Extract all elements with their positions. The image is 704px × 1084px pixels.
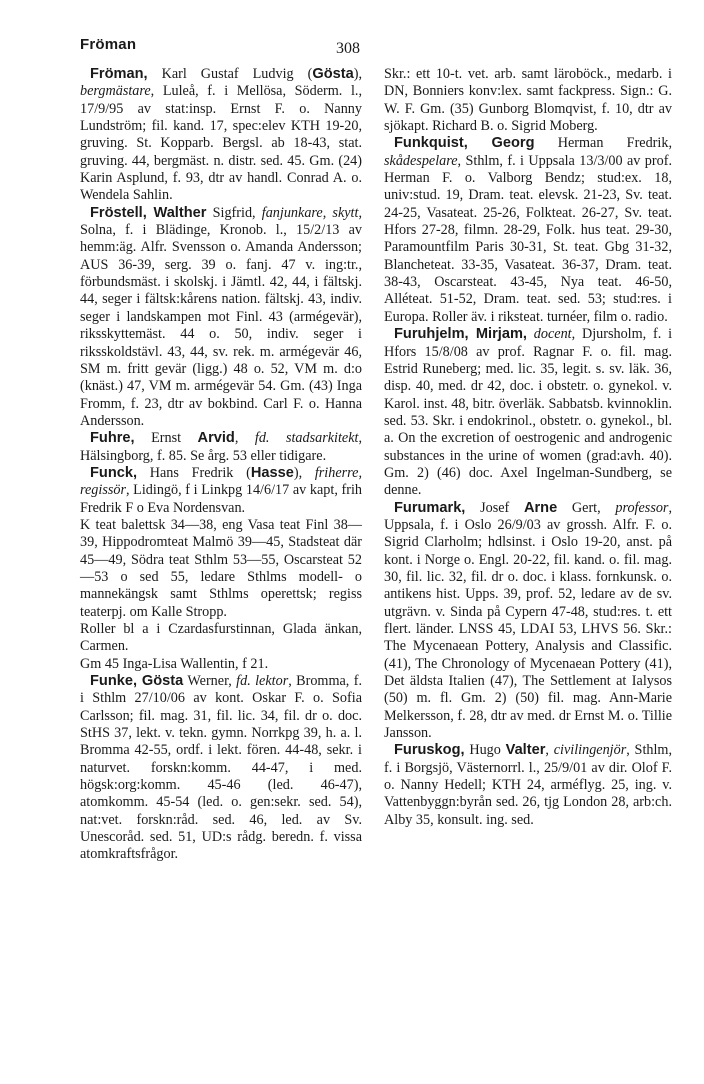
running-head: Fröman — [80, 36, 137, 53]
entry-text: K teat balettsk 34—38, eng Vasa teat Finl 38—39, Hippodromteat Malmö 39—45, Stadsteat där 45—49, Södra teat Sthlm 53—55, Oscarsteat 52—53 o sed 55, ledare Sthlms modell- o mannekängsk samt Sthlms operettsk; regiss teaterpj. om Kalle Stropp. — [80, 516, 362, 620]
entry-name: Fröstell, Walther — [90, 204, 207, 221]
biography-entry — [80, 465, 362, 517]
entry-name: Funke, Gösta — [90, 673, 184, 690]
biography-entry — [80, 205, 362, 430]
entry-text: , Lidingö, f i Linkpg 14/6/17 av kapt, frih Fredrik F o Eva Nordensvan. — [80, 482, 362, 516]
entry-text: , Bromma, f. i Sthlm 27/10/06 av kont. Oskar F. o. Sofia Carlsson; fil. mag. 31, fil. lic. 34, fil. dr o. doc. StHS 37, lekt. v. tekn. gymn. Norrkpg 39, h. a. l. Bromma 42-55, ordf. i lekt. fören. 44-48, sekr. i naturvet. forskn:komm. 44-47, i med. högsk:org:komm. 45-46 (led. 46-47), atomkomm. 45-54 (led. o. gen:sekr. sed. 54), nat:vet. forskn:råd. sed. 46, led. av Sv. Unescoråd. sed. 51, UD:s rådg. beredn. f. vissa atomkraftsfrågor. — [80, 673, 362, 863]
entry-given-names-cont: ), — [293, 464, 315, 481]
biography-entry — [80, 517, 362, 621]
right-column — [384, 66, 672, 829]
entry-given-names: Hans Fredrik ( — [137, 464, 251, 481]
biography-entry — [384, 326, 672, 499]
entry-name: Furuhjelm, Mirjam, — [394, 326, 527, 343]
page-number: 308 — [336, 40, 360, 57]
entry-occupation: bergmästare — [80, 83, 151, 100]
biography-entry — [80, 621, 362, 656]
biography-entry — [80, 656, 362, 673]
biography-entry — [80, 673, 362, 864]
entry-text: , Sthlm, f. i Uppsala 13/3/00 av prof. Herman F. o. Valborg Bendz; stud:ex. 18, univ:stud. 19, Dram. teat. elevsk. 21-23, Sv. teat. 24-25, Vasateat. 25-26, Folkteat. 26-27, Sv. teat. Hfors 27-28, filmn. 28-29, Folk. hus teat. 29-30, Paramountfilm Paris 30-31, St. teat. Gbg 31-32, Blancheteat. 33-35, Vasateat. 36-37, Dram. teat. 38-43, Oscarsteat. 43-45, Nya teat. 46-50, Alléteat. 51-52, Dram. teat. sed. 53; stud:res. i Europa. Roller äv. i riksteat. turnéer, film o. radio. — [384, 152, 672, 325]
entry-text: Skr.: ett 10-t. vet. arb. samt läroböck., medarb. i DN, Bonniers konv:lex. samt fackpress. Sign.: G. W. F. Gm. (35) Gunborg Blomqvist, f. 10, dtr av sjökapt. Richard B. o. Sigrid Moberg. — [384, 66, 672, 135]
entry-name: Furuskog, — [394, 742, 465, 759]
entry-given-names: Sigfrid, — [206, 204, 262, 221]
entry-given-names: Hugo — [464, 742, 506, 759]
entry-name: Fuhre, — [90, 430, 135, 447]
entry-call-name: Gösta — [312, 66, 354, 82]
entry-given-names: Herman Fredrik, — [534, 135, 672, 152]
entry-occupation: fd. stadsarkitekt — [254, 430, 359, 447]
entry-call-name: Hasse — [250, 464, 294, 481]
entry-text: , Hälsingborg, f. 85. Se årg. 53 eller tidigare. — [80, 430, 363, 464]
biography-entry — [384, 500, 672, 743]
entry-text: , Luleå, f. i Mellösa, Söderm. l., 17/9/95 av stat:insp. Ernst F. o. Nanny Lundström; fil. kand. 17, spec:elev KTH 19-20, gruving. St. Kopparb. Bergsl. ab 18-43, stat. gruving. 44, bergmäst. n. distr. sed. 45. Gm. (24) Karin Asplund, f. 93, dtr av handl. Conrad A. o. Wendela Sahlin. — [80, 83, 362, 204]
biography-entry — [384, 742, 672, 829]
entry-text: Roller bl a i Czardasfurstinnan, Glada änkan, Carmen. — [80, 621, 362, 655]
entry-name: Funck, — [90, 464, 138, 481]
entry-given-names-cont: ), — [353, 66, 362, 82]
entry-text: , Uppsala, f. i Oslo 26/9/03 av grossh. Alfr. F. o. Sigrid Clarholm; hdlsinst. i Oslo 19-20, anst. på kont. i Norge o. Engl. 20-22, fil. kand. o. fil. mag. 30, fil. lic. 32, fil. dr o. doc. i klass. fornkunsk. o. antikens hist. Upps. 39, prof. 52, ledare av de sv. utgrävn. v. Sinda på Cypern 47-48, stud:res. t. ett flert. länder. LNSS 45, LDAI 53, LHVS 56. Skr.: The Mycenaean Pottery, Analysis and Classific. (41), The Chronology of Mycenaean Pottery (41), Det äldsta Italien (47), The Settlement at Ialysos (50) m. fl. Gm. 2) (50) fil. mag. Ann-Marie Melkersson, f. 28, dtr av med. dr Ernst M. o. Tillie Jansson. — [384, 499, 672, 742]
entry-given-names: Josef — [465, 499, 524, 516]
biography-entry — [384, 135, 672, 326]
entry-given-names — [527, 326, 534, 342]
entry-given-names-cont: , — [545, 742, 554, 759]
entry-name: Furumark, — [394, 499, 466, 516]
entry-given-names: Werner, — [183, 673, 237, 690]
entry-occupation: professor — [615, 499, 669, 516]
entry-given-names: Ernst — [134, 430, 198, 447]
entry-call-name: Arne — [523, 499, 558, 516]
entry-text: , Djursholm, f. i Hfors 15/8/08 av prof. Ragnar F. o. fil. mag. Estrid Runeberg; med. lic. 35, legit. s. sv. läk. 36, disp. 40, med. dr 42, doc. i obstetr. o. gynekol. v. Karol. inst. 48, bitr. överläk. Sabbatsb. kvinnoklin. sed. 53. Skr. i endokrinol., obstetr. o. gynekol., bl. a. On the excretion of oestrogenic and androgenic substances in the urine of women (grad:avh. 40). Gm. 2) (46) doc. Axel Ingelman-Sundberg, se denne. — [384, 326, 673, 499]
entry-given-names-cont: Gert, — [557, 499, 616, 516]
entry-occupation: fanjunkare, skytt — [261, 204, 359, 221]
entry-name: Funkquist, Georg — [394, 135, 535, 152]
biography-entry — [80, 66, 362, 205]
entry-occupation: civilingenjör — [553, 742, 627, 759]
entry-occupation: fd. lektor — [236, 673, 289, 690]
left-column — [80, 66, 362, 864]
entry-text: , Solna, f. i Blädinge, Kronob. l., 15/2/13 av hemm:äg. Alfr. Svensson o. Amanda Andersson; AUS 36-39, serg. 39 o. fanj. 47 v. ing:tr., förbundsmäst. i skolskj. i Jämtl. 42, 44, i fältskj. 44, seger i fältsk:kårens nation. fältskj. 43, indiv. seger i landskampen mot Finl. 43 (armégevär), riksskyttemäst. 44 o. 50, indiv. seger i riksskoldstävl. 43, 44, sv. rek. m. armégevär 46, SM m. fritt gevär (ligg.) 48 o. 52, VM m. d:o (knäst.) 47, VM m. armégevär 54. Gm. (43) Inga Fromm, f. 23, dtr av bokbind. Carl F. o. Hanna Andersson. — [80, 204, 362, 429]
entry-text: Gm 45 Inga-Lisa Wallentin, f 21. — [80, 655, 269, 672]
biography-entry — [384, 66, 672, 135]
biography-entry — [80, 430, 362, 465]
entry-occupation: docent — [533, 326, 572, 343]
entry-given-names-cont: , — [234, 430, 255, 447]
entry-call-name: Arvid — [197, 430, 235, 447]
entry-call-name: Valter — [505, 742, 546, 759]
entry-text: , Sthlm, f. i Borgsjö, Västernorrl. l., 25/9/01 av dir. Olof F. o. Nanny Hedell; KTH 24, arméflyg. 25, ing. v. Vattenbyggn:byrån sed. 26, tjg London 28, arb:ch. Alby 35, konsult. ing. sed. — [384, 742, 673, 828]
entry-given-names: Karl Gustaf Ludvig ( — [147, 66, 313, 82]
entry-occupation: friherre, regissör — [80, 464, 362, 499]
entry-name: Fröman, — [90, 66, 148, 82]
entry-occupation: skådespelare — [384, 152, 458, 169]
